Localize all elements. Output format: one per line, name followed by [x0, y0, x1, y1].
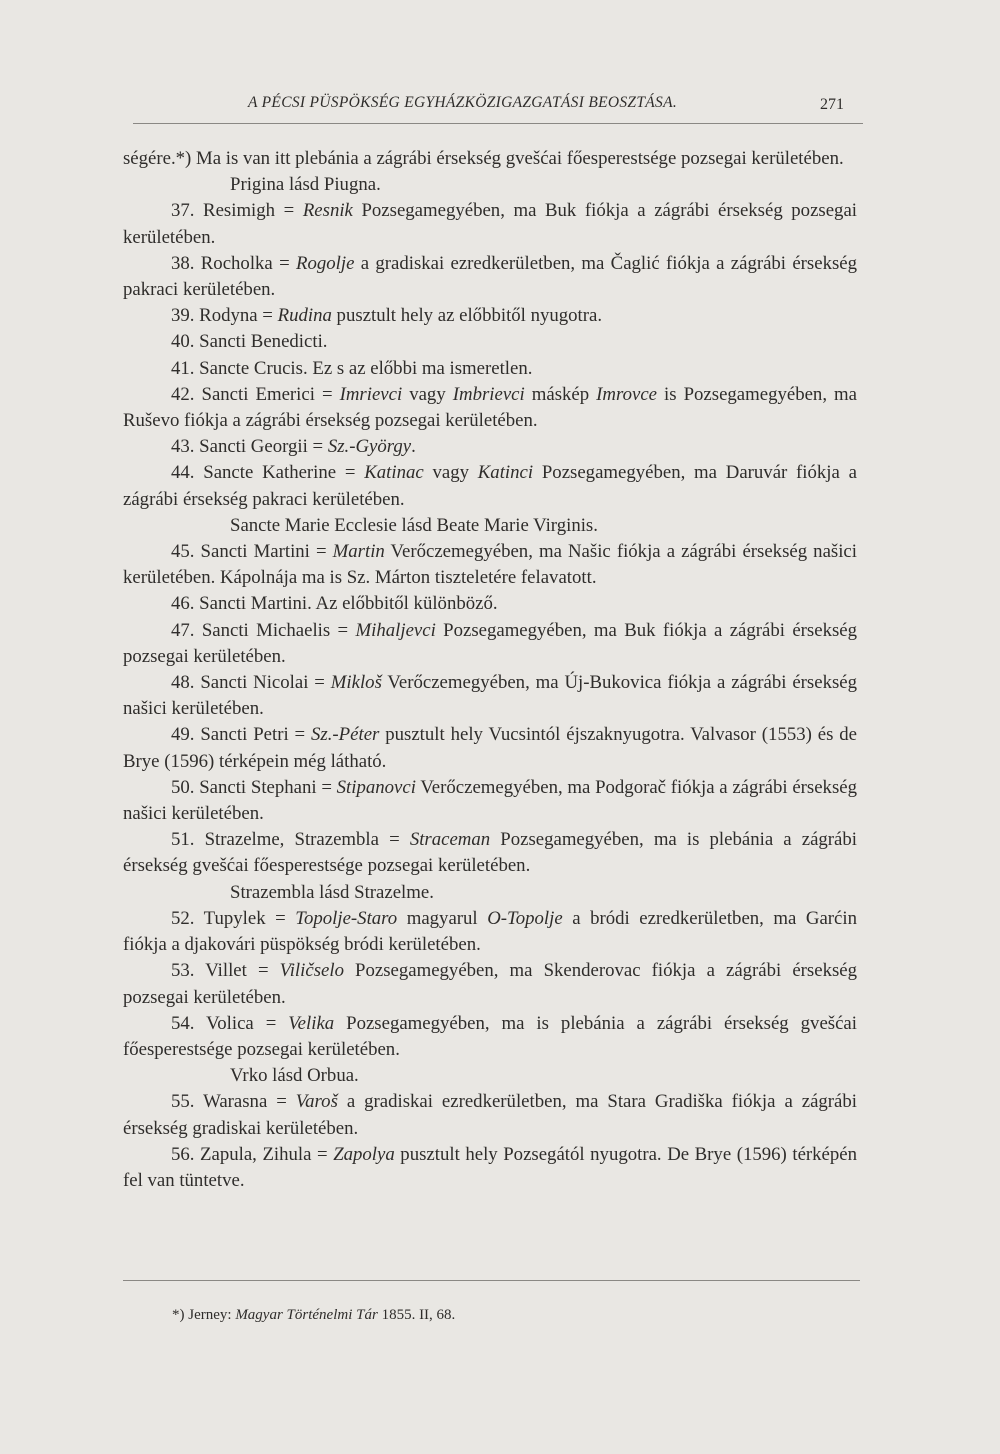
entry-50: 50. Sancti Stephani = Stipanovci Verőczemegyében, ma Podgorač fiókja a zágrábi érsekség našici kerületében. [123, 776, 857, 825]
entry-continuation: ségére.*) Ma is van itt plebánia a zágrábi érsekség gvešćai főesperestsége pozsegai kerületében. [123, 148, 844, 169]
page-number: 271 [820, 96, 844, 113]
entry-41: 41. Sancte Crucis. Ez s az előbbi ma ismeretlen. [171, 357, 533, 379]
entry-51: 51. Strazelme, Strazembla = Straceman Pozsegamegyében, ma is plebánia a zágrábi érsekség gvešćai főesperestsége pozsegai kerületében. [123, 829, 857, 877]
entry-39: 39. Rodyna = Rudina pusztult hely az előbbitől nyugotra. [171, 305, 603, 327]
entry-37: 37. Resimigh = Resnik Pozsegamegyében, ma Buk fiókja a zágrábi érsekség pozsegai kerületében. [123, 200, 857, 248]
entry-see-prigina: Prigina lásd Piugna. [230, 174, 381, 196]
entry-52: 52. Tupylek = Topolje-Staro magyarul O-Topolje a bródi ezredkerületben, ma Garćin fiókja a djakovári püspökség bródi kerületében. [123, 907, 857, 956]
entry-54: 54. Volica = Velika Pozsegamegyében, ma is plebánia a zágrábi érsekség gvešćai főesperestsége pozsegai kerületében. [123, 1012, 857, 1060]
entry-see-strazembla: Strazembla lásd Strazelme. [230, 881, 434, 903]
entry-47: 47. Sancti Michaelis = Mihaljevci Pozsegamegyében, ma Buk fiókja a zágrábi érsekség pozsegai kerületében. [123, 619, 857, 667]
entry-see-marie: Sancte Marie Ecclesie lásd Beate Marie Virginis. [230, 514, 598, 536]
running-header: A PÉCSI PÜSPÖKSÉG EGYHÁZKÖZIGAZGATÁSI BEOSZTÁSA. [248, 94, 678, 111]
entry-45: 45. Sancti Martini = Martin Verőczemegyében, ma Našic fiókja a zágrábi érsekség našici kerületében. Kápolnája ma is Sz. Márton tiszteletére felavatott. [123, 541, 857, 589]
footnote-rule [123, 1280, 860, 1281]
entry-see-vrko: Vrko lásd Orbua. [230, 1065, 359, 1087]
body-text [123, 146, 857, 1194]
entry-53: 53. Villet = Viličselo Pozsegamegyében, ma Skenderovac fiókja a zágrábi érsekség pozsegai kerületében. [123, 960, 857, 1008]
header-rule [133, 123, 863, 124]
entry-46: 46. Sancti Martini. Az előbbitől különböző. [171, 593, 498, 615]
entry-49: 49. Sancti Petri = Sz.-Péter pusztult hely Vucsintól éjszaknyugotra. Valvasor (1553) és de Brye (1596) térképein még látható. [123, 724, 858, 772]
entry-44: 44. Sancte Katherine = Katinac vagy Katinci Pozsegamegyében, ma Daruvár fiókja a zágrábi érsekség pakraci kerületében. [123, 462, 857, 510]
entry-40: 40. Sancti Benedicti. [171, 331, 328, 353]
entry-56: 56. Zapula, Zihula = Zapolya pusztult hely Pozsegától nyugotra. De Brye (1596) térképén fel van tüntetve. [123, 1143, 858, 1191]
entry-38: 38. Rocholka = Rogolje a gradiskai ezredkerületben, ma Čaglić fiókja a zágrábi érsekség pakraci kerületében. [123, 252, 857, 301]
entry-43: 43. Sancti Georgii = Sz.-György. [171, 436, 416, 458]
entry-55: 55. Warasna = Varoš a gradiskai ezredkerületben, ma Stara Gradiška fiókja a zágrábi érsekség gradiskai kerületében. [123, 1091, 857, 1139]
entry-48: 48. Sancti Nicolai = Mikloš Verőczemegyében, ma Új-Bukovica fiókja a zágrábi érsekség našici kerületében. [123, 672, 857, 720]
entry-42: 42. Sancti Emerici = Imrievci vagy Imbrievci máskép Imrovce is Pozsegamegyében, ma Ruševo fiókja a zágrábi érsekség pozsegai kerületében. [123, 383, 857, 432]
footnote: *) Jerney: Magyar Történelmi Tár 1855. II, 68. [172, 1307, 456, 1323]
